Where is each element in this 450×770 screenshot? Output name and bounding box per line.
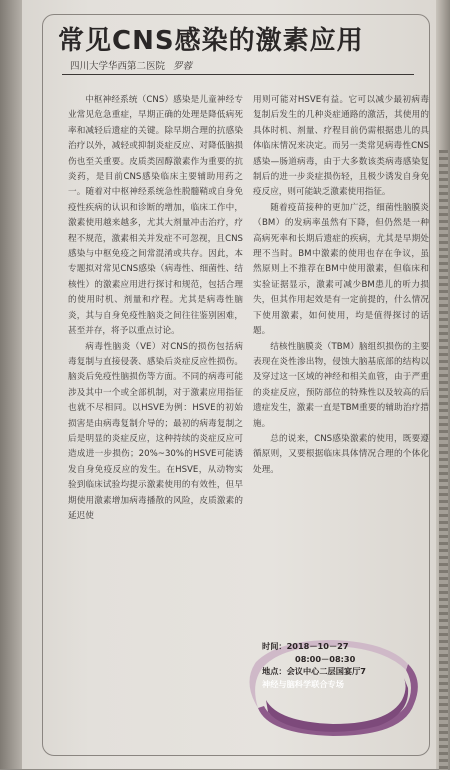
location-label: 地点：	[262, 666, 287, 676]
article-byline	[70, 58, 192, 72]
meeting-time: 08:00－08:30	[295, 653, 356, 664]
time-label: 时间：	[262, 641, 287, 651]
paragraph: 用则可能对HSVE有益。它可以减少最初病毒复制后发生的几种炎症通路的激活，其使用的具体时机、剂量、疗程目前仍需根据患儿的具体临床情况来决定。而另一类常见病毒性CNS感染—肠道病毒，由于大多数该类病毒感染复制后的进一步炎症损伤轻，且极少诱发自身免疫反应，则可能缺乏激素使用指征。	[253, 95, 429, 198]
article-title: 常见CNS感染的激素应用	[58, 26, 364, 56]
article-column-left	[68, 93, 243, 524]
paragraph: 病毒性脑炎（VE）对CNS的损伤包括病毒复制与直接侵袭、感染后炎症反应性损伤。脑炎后免疫性脑损伤等方面。不同的病毒可能涉及其中一个或全部机制，对于激素应用指征也就不尽相同。以HSVE为例：HSVE的初始损害是由病毒复制介导的；最初的病毒复制之后是明显的炎症反应，这种持续的炎症反应可造成进一步损伤；20%~30%的HSVE可能诱发自身免疫反应的发生。在HSVE，从动物实验到临床试验均提示激素使用的有效性，但早期使用激素增加病毒播散的风险，皮质激素的延迟使	[68, 341, 243, 521]
meeting-date: 2018－10－27	[286, 641, 349, 651]
meeting-location: 会议中心二层国宴厅7	[286, 666, 366, 676]
paragraph: 总的说来，CNS感染激素的使用，既要遵循原则，又要根据临床具体情况合理的个体化处理。	[253, 433, 429, 475]
paragraph: 结核性脑膜炎（TBM）脑组织损伤的主要表现在炎性渗出物，侵蚀大脑基底部的结构以及穿过这一区域的神经和相关血管，由于严重的炎症反应，预防部位的特殊性以及较高的后遗症发生，激素一直是TBM重要的辅助治疗措施。	[253, 341, 429, 429]
page-edge-shadow	[0, 0, 22, 769]
paragraph: 随着疫苗接种的更加广泛，细菌性脑膜炎（BM）的发病率虽然有下降，但仍然是一种高病死率和长期后遗症的疾病，尤其是早期处理不当时。BM中激素的使用也存在争议，虽然原则上不推荐在BM中使用激素，但临床和实验证据显示，激素可减少BM患儿的听力损失，但其作用起效是有一定前提的，什么情况下使用激素，如何使用，均是值得探讨的话题。	[253, 202, 429, 337]
meeting-details	[262, 640, 366, 690]
affiliation: 四川大学华西第二医院	[70, 61, 166, 72]
paragraph: 中枢神经系统（CNS）感染是儿童神经专业常见危急重症，早期正确的处理是降低病死率和减轻后遗症的关键。除早期合理的抗感染治疗以外，减轻或抑制炎症反应、对降低脑损伤也至关重要。皮质类固醇激素作为重要的抗炎药，是目前CNS感染临床主要辅助用药之一。随着对中枢神经系统急性脱髓鞘或自身免疫性疾病的认识和诊断的增加，临床工作中，激素使用越来越多，尤其大剂量冲击治疗，疗程不规范，激素相关并发症不可忽视，且CNS感染与中枢免疫之间常混淆或共存。因此，本专题拟对常见CNS感染（病毒性、细菌性、结核性）的激素应用进行探讨和规范，包括合理的使用时机、剂量和疗程。尤其是病毒性脑炎，其与自身免疫性脑炎之间往往鉴别困难，甚至并存，将予以重点讨论。	[68, 95, 243, 337]
binder-spine	[439, 150, 448, 770]
meeting-session: 神经与脑科学联合专场	[262, 678, 344, 689]
article-column-right	[253, 93, 429, 478]
meeting-info-stamp	[238, 630, 424, 742]
title-rule	[62, 74, 414, 75]
author-name: 罗蓉	[173, 61, 193, 72]
